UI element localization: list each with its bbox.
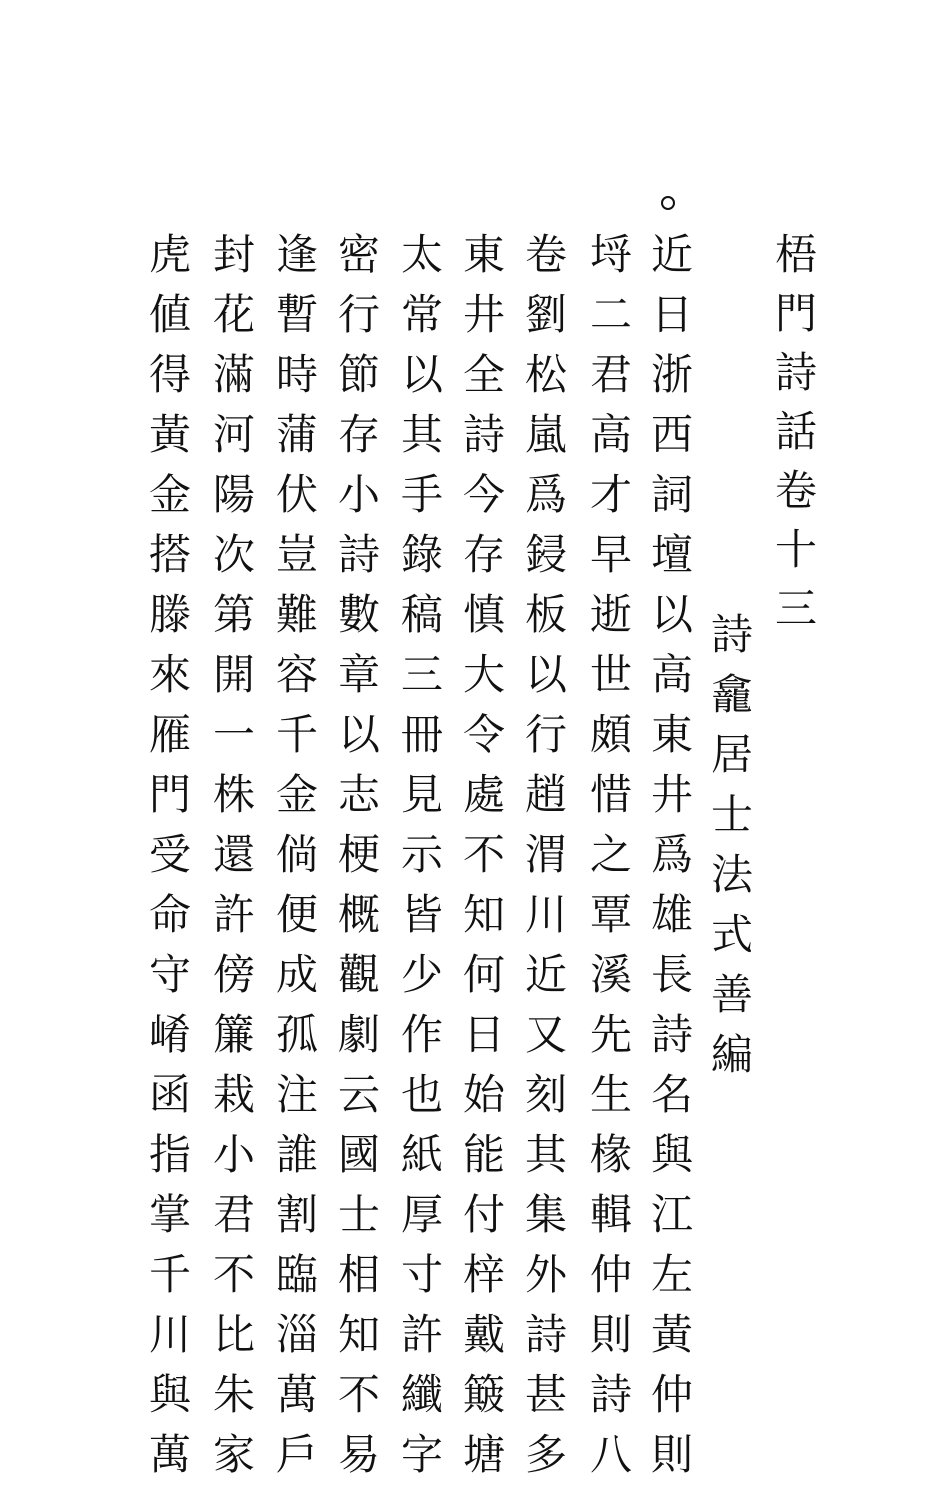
- text-column-4: 東井全詩今存慎大令處不知何日始能付梓戴簸塘: [457, 232, 506, 1492]
- text-column-8: 封花滿河陽次第開一株還許傍簾栽小君不比朱家: [207, 232, 256, 1492]
- text-column-2: 埒二君高才早逝世頗惜之覃溪先生椽輯仲則詩八: [584, 232, 633, 1492]
- paragraph-circle-mark: [661, 196, 675, 210]
- text-column-6: 密行節存小詩數章以志梗概觀劇云國士相知不易: [332, 232, 381, 1492]
- text-column-9: 虎値得黃金搭滕來雁門受命守崤函指掌千川與萬: [143, 232, 192, 1492]
- text-column-7: 逢暫時蒲伏豈難容千金倘便成孤注誰割臨淄萬戶: [270, 232, 319, 1492]
- book-title: 梧門詩話卷十三: [769, 232, 818, 645]
- text-column-1: 近日浙西詞壇以高東井爲雄長詩名與江左黃仲則: [645, 232, 694, 1492]
- text-column-3: 卷劉松嵐爲鋟板以行趙渭川近又刻其集外詩甚多: [519, 232, 568, 1492]
- text-column-5: 太常以其手錄稿三冊見示皆少作也紙厚寸許纖字: [395, 232, 444, 1492]
- compiler-credit: 詩龕居士法式善編: [705, 612, 754, 1092]
